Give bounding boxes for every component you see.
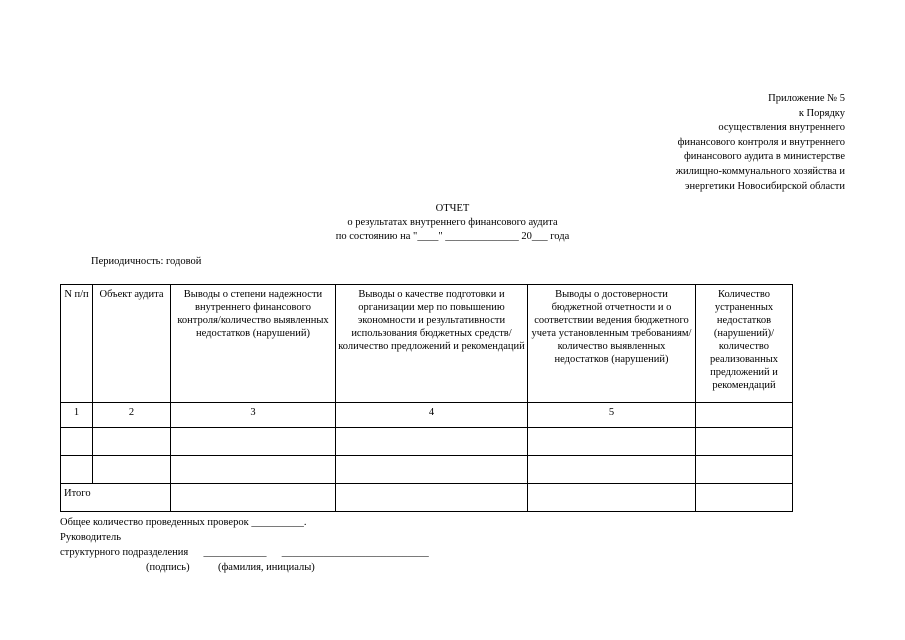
report-subtitle: о результатах внутреннего финансового аудита [347,217,558,228]
column-number-cell: 5 [528,403,696,428]
table-cell [171,428,336,456]
checks-count-line: Общее количество проведенных проверок __________. [60,517,307,528]
header-cell-resolved-count: Количество устраненных недостатков (нарушений)/количество реализованных предложений и рекомендаций [696,285,793,403]
appendix-line: Приложение № 5 [768,93,845,104]
header-cell-reporting-reliability: Выводы о достоверности бюджетной отчетности и о соответствии ведения бюджетного учета установленным требованиям/количество выявленных недостатков (нарушений) [528,285,696,403]
table-cell [61,428,93,456]
appendix-line: к Порядку [798,107,845,119]
table-row [61,456,793,484]
header-cell-number: N п/п [61,285,93,403]
header-cell-efficiency-measures: Выводы о качестве подготовки и организации мер по повышению экономности и результативности использования бюджетных средств/количество предложений и рекомендаций [336,285,528,403]
appendix-line: финансового контроля и внутреннего [677,136,845,148]
table-cell [528,428,696,456]
table-row [61,428,793,456]
total-row [61,484,793,512]
appendix-block [625,92,845,194]
column-number-cell: 4 [336,403,528,428]
table-cell [93,456,171,484]
table-cell [336,428,528,456]
column-number-cell: 3 [171,403,336,428]
report-title: ОТЧЕТ [435,203,470,214]
signature-blank: ____________ [203,547,267,558]
appendix-line: финансового аудита в министерстве [683,151,845,163]
signature-caption: (подпись) [146,562,190,573]
appendix-line: жилищно-коммунального хозяйства и [675,165,845,177]
appendix-line: энергетики Новосибирской области [685,180,845,192]
column-number-cell: 2 [93,403,171,428]
column-number-cell: 1 [61,403,93,428]
table-cell [171,484,336,512]
header-cell-control-reliability: Выводы о степени надежности внутреннего финансового контроля/количество выявленных недостатков (нарушений) [171,285,336,403]
table-cell [528,484,696,512]
name-blank: ____________________________ [281,547,429,558]
head-label: Руководитель [60,532,121,543]
table-cell [336,456,528,484]
table-cell [93,428,171,456]
appendix-line: осуществления внутреннего [718,122,845,134]
column-number-cell [696,403,793,428]
table-cell [696,456,793,484]
report-date-line: по состоянию на "____" ______________ 20___ года [335,231,570,242]
table-cell [336,484,528,512]
table-cell [696,484,793,512]
column-number-row [61,403,793,428]
report-table [60,284,793,512]
table-cell [696,428,793,456]
name-caption: (фамилия, инициалы) [218,562,315,573]
table-cell [61,456,93,484]
table-cell [171,456,336,484]
total-label: Итого [61,484,171,512]
periodicity: Периодичность: годовой [91,256,202,267]
table-cell [528,456,696,484]
footer-block [60,515,429,560]
header-cell-object: Объект аудита [93,285,171,403]
unit-label: структурного подразделения [60,547,189,558]
table-header-row [61,285,793,403]
